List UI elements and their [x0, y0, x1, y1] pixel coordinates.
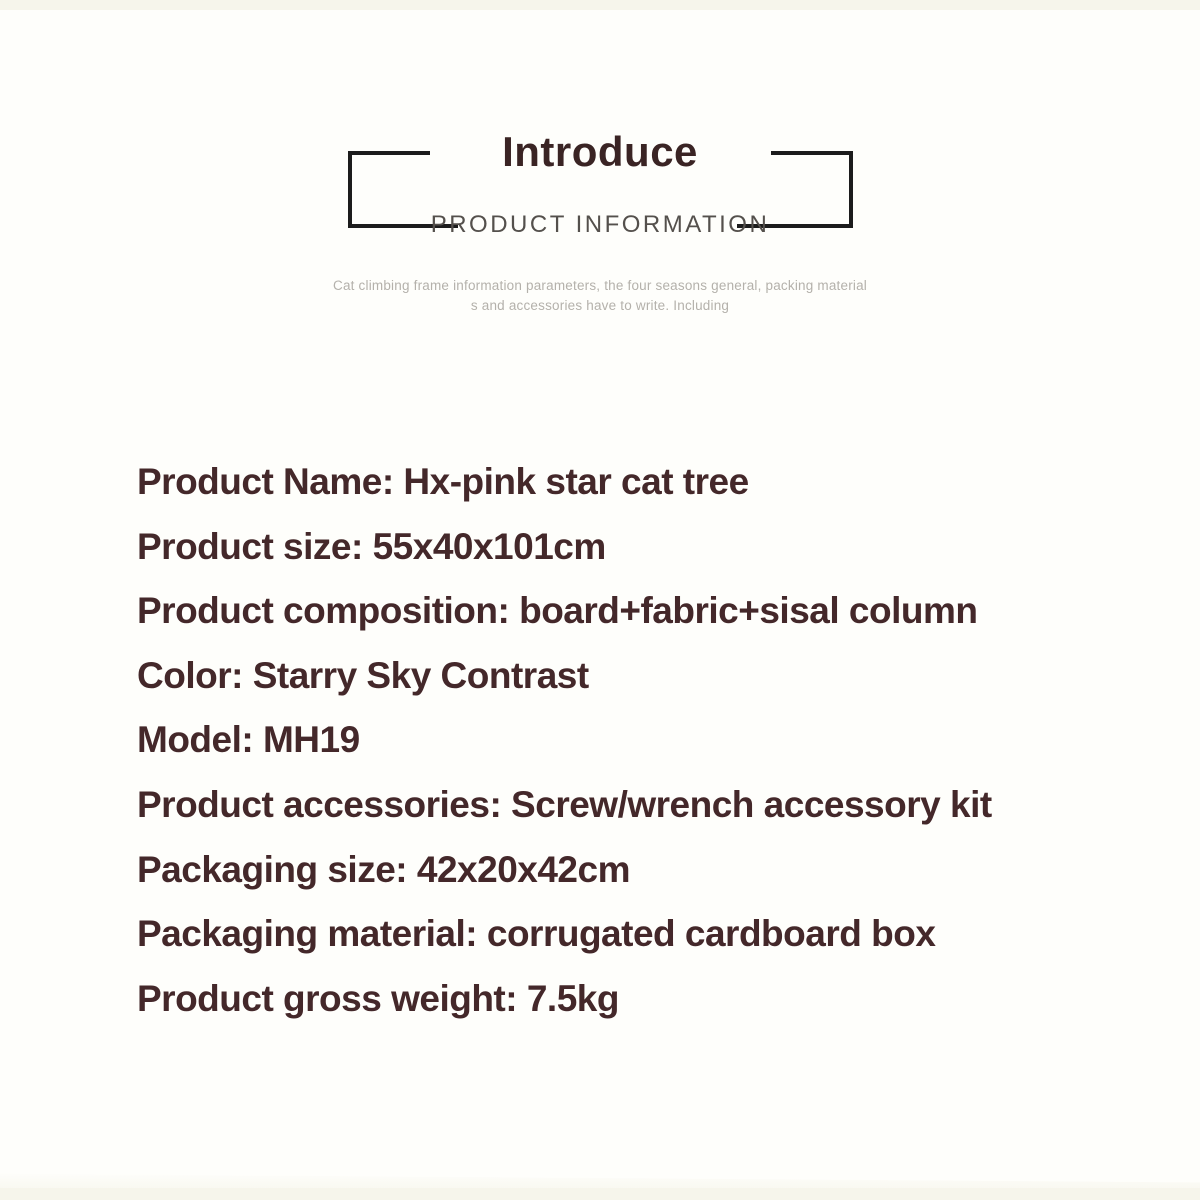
spec-line-product-accessories: Product accessories: Screw/wrench accessory kit [137, 783, 992, 825]
spec-line-product-gross-weight: Product gross weight: 7.5kg [137, 977, 619, 1019]
spec-line-product-name: Product Name: Hx-pink star cat tree [137, 461, 749, 502]
spec-line-packaging-material: Packaging material: corrugated cardboard box [137, 913, 936, 955]
spec-line-packaging-size: Packaging size: 42x20x42cm [137, 848, 630, 890]
section-description [0, 276, 1200, 316]
spec-list [137, 450, 1160, 1031]
section-description-line2: s and accessories have to write. Including [470, 298, 730, 313]
page-top-edge [0, 0, 1200, 10]
page-title: Introduce [502, 128, 698, 175]
spec-line-model: Model: MH19 [137, 719, 360, 761]
spec-line-color: Color: Starry Sky Contrast [137, 654, 589, 696]
page-bottom-edge [0, 1188, 1200, 1200]
section-subtitle: PRODUCT INFORMATION [430, 211, 770, 238]
section-description-line1: Cat climbing frame information parameters, the four seasons general, packing material [333, 278, 867, 293]
spec-line-product-size: Product size: 55x40x101cm [137, 525, 606, 567]
page-bottom-wedge [0, 1172, 1200, 1188]
spec-line-product-composition: Product composition: board+fabric+sisal column [137, 590, 978, 632]
